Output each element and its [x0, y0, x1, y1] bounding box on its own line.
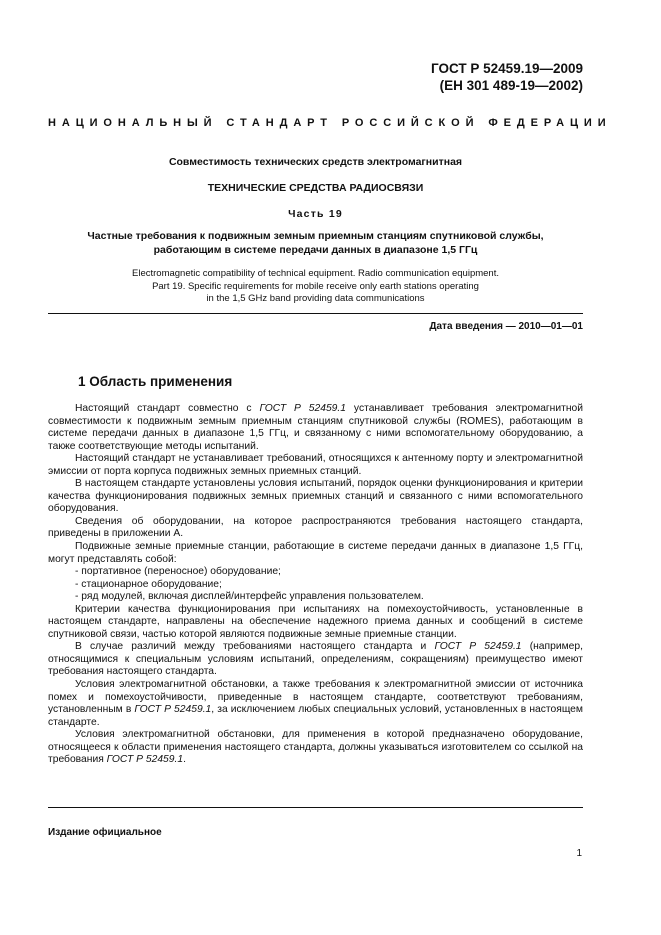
english-title — [48, 268, 583, 306]
national-standard-heading: НАЦИОНАЛЬНЫЙ СТАНДАРТ РОССИЙСКОЙ ФЕДЕРАЦИИ — [48, 117, 612, 129]
title-line-2: ТЕХНИЧЕСКИЕ СРЕДСТВА РАДИОСВЯЗИ — [207, 182, 424, 194]
english-title-line-2: Part 19. Specific requirements for mobile receive only earth stations operating — [152, 280, 479, 292]
english-title-line-3: in the 1,5 GHz band providing data communications — [206, 293, 425, 304]
official-edition-label: Издание официальное — [48, 827, 162, 838]
section-title: 1 Область применения — [78, 374, 233, 389]
paragraph: В настоящем стандарте установлены условия испытаний, порядок оценки функционирования и критерии качества функционирования подвижных земных приемных станций и связанного с ними вспомогательного оборудования. — [48, 478, 583, 515]
paragraph: Условия электромагнитной обстановки, для применения в которой предназначено оборудование, относящееся к области применения настоящего стандарта, должны указываться изготовителем со ссылкой на требования ГОСТ Р 52459.1. — [48, 729, 583, 766]
gost-number: ГОСТ Р 52459.19—2009 — [431, 61, 583, 76]
en-number: (ЕН 301 489-19—2002) — [439, 78, 583, 93]
subtitle-line-2: работающим в системе передачи данных в диапазоне 1,5 ГГц — [153, 244, 478, 256]
standard-reference: ГОСТ Р 52459.1 — [434, 641, 522, 653]
english-title-line-1: Electromagnetic compatibility of technical equipment. Radio communication equipment. — [132, 268, 499, 279]
paragraph: Подвижные земные приемные станции, работающие в системе передачи данных в диапазоне 1,5 ГГц, могут представлять собой: — [48, 541, 583, 565]
paragraph: В случае различий между требованиями настоящего стандарта и ГОСТ Р 52459.1 (например, относящимися к специальным условиям испытаний, определениям, сокращениям) преимущество имеют требования настоящего стандарта. — [48, 641, 583, 678]
list-item: - портативное (переносное) оборудование; — [75, 566, 281, 578]
subtitle — [48, 229, 583, 257]
title-divider — [48, 313, 583, 314]
paragraph: Критерии качества функционирования при испытаниях на помехоустойчивость, установленные в настоящем стандарте, направлены на обеспечение надежного приема данных и сообщений в системе спутниковой связи, частью которой являются подвижные земные приемные станции. — [48, 603, 583, 640]
document-designation — [431, 60, 583, 94]
standard-reference: ГОСТ Р 52459.1 — [106, 754, 184, 766]
paragraph: Настоящий стандарт совместно с ГОСТ Р 52459.1 устанавливает требования электромагнитной совместимости к подвижным земным приемным станциям спутниковой службы (ROMES), работающим в системе передачи данных в диапазоне 1,5 ГГц, и связанному с ними вспомогательному оборудованию, а также соответствующие методы испытаний. — [48, 403, 584, 452]
section-body — [48, 403, 583, 767]
list-item: - стационарное оборудование; — [75, 578, 222, 590]
paragraph: Настоящий стандарт не устанавливает требований, относящихся к антенному порту и электромагнитной эмиссии от порта корпуса подвижных земных приемных станций. — [48, 453, 583, 477]
footer-divider — [48, 807, 583, 808]
list-item: - ряд модулей, включая дисплей/интерфейс управления пользователем. — [75, 591, 424, 603]
page-number: 1 — [576, 848, 582, 859]
paragraph: Сведения об оборудовании, на которое распространяются требования настоящего стандарта, приведены в приложении А. — [48, 515, 583, 540]
standard-reference: ГОСТ Р 52459.1 — [259, 403, 347, 414]
paragraph: Условия электромагнитной обстановки, а также требования к электромагнитной эмиссии от источника помех и помехоустойчивости, приведенные в настоящем стандарте, соответствуют требованиям, установленным в ГОСТ Р 52459.1, за исключением любых специальных условий, установленных в настоящем стандарте. — [48, 679, 583, 728]
introduction-date: Дата введения — 2010—01—01 — [429, 321, 583, 332]
title-line-1: Совместимость технических средств электромагнитная — [168, 156, 463, 168]
subtitle-line-1: Частные требования к подвижным земным приемным станциям спутниковой службы, — [87, 230, 544, 242]
part-label: Часть 19 — [288, 208, 343, 220]
standard-reference: ГОСТ Р 52459.1 — [134, 704, 212, 716]
